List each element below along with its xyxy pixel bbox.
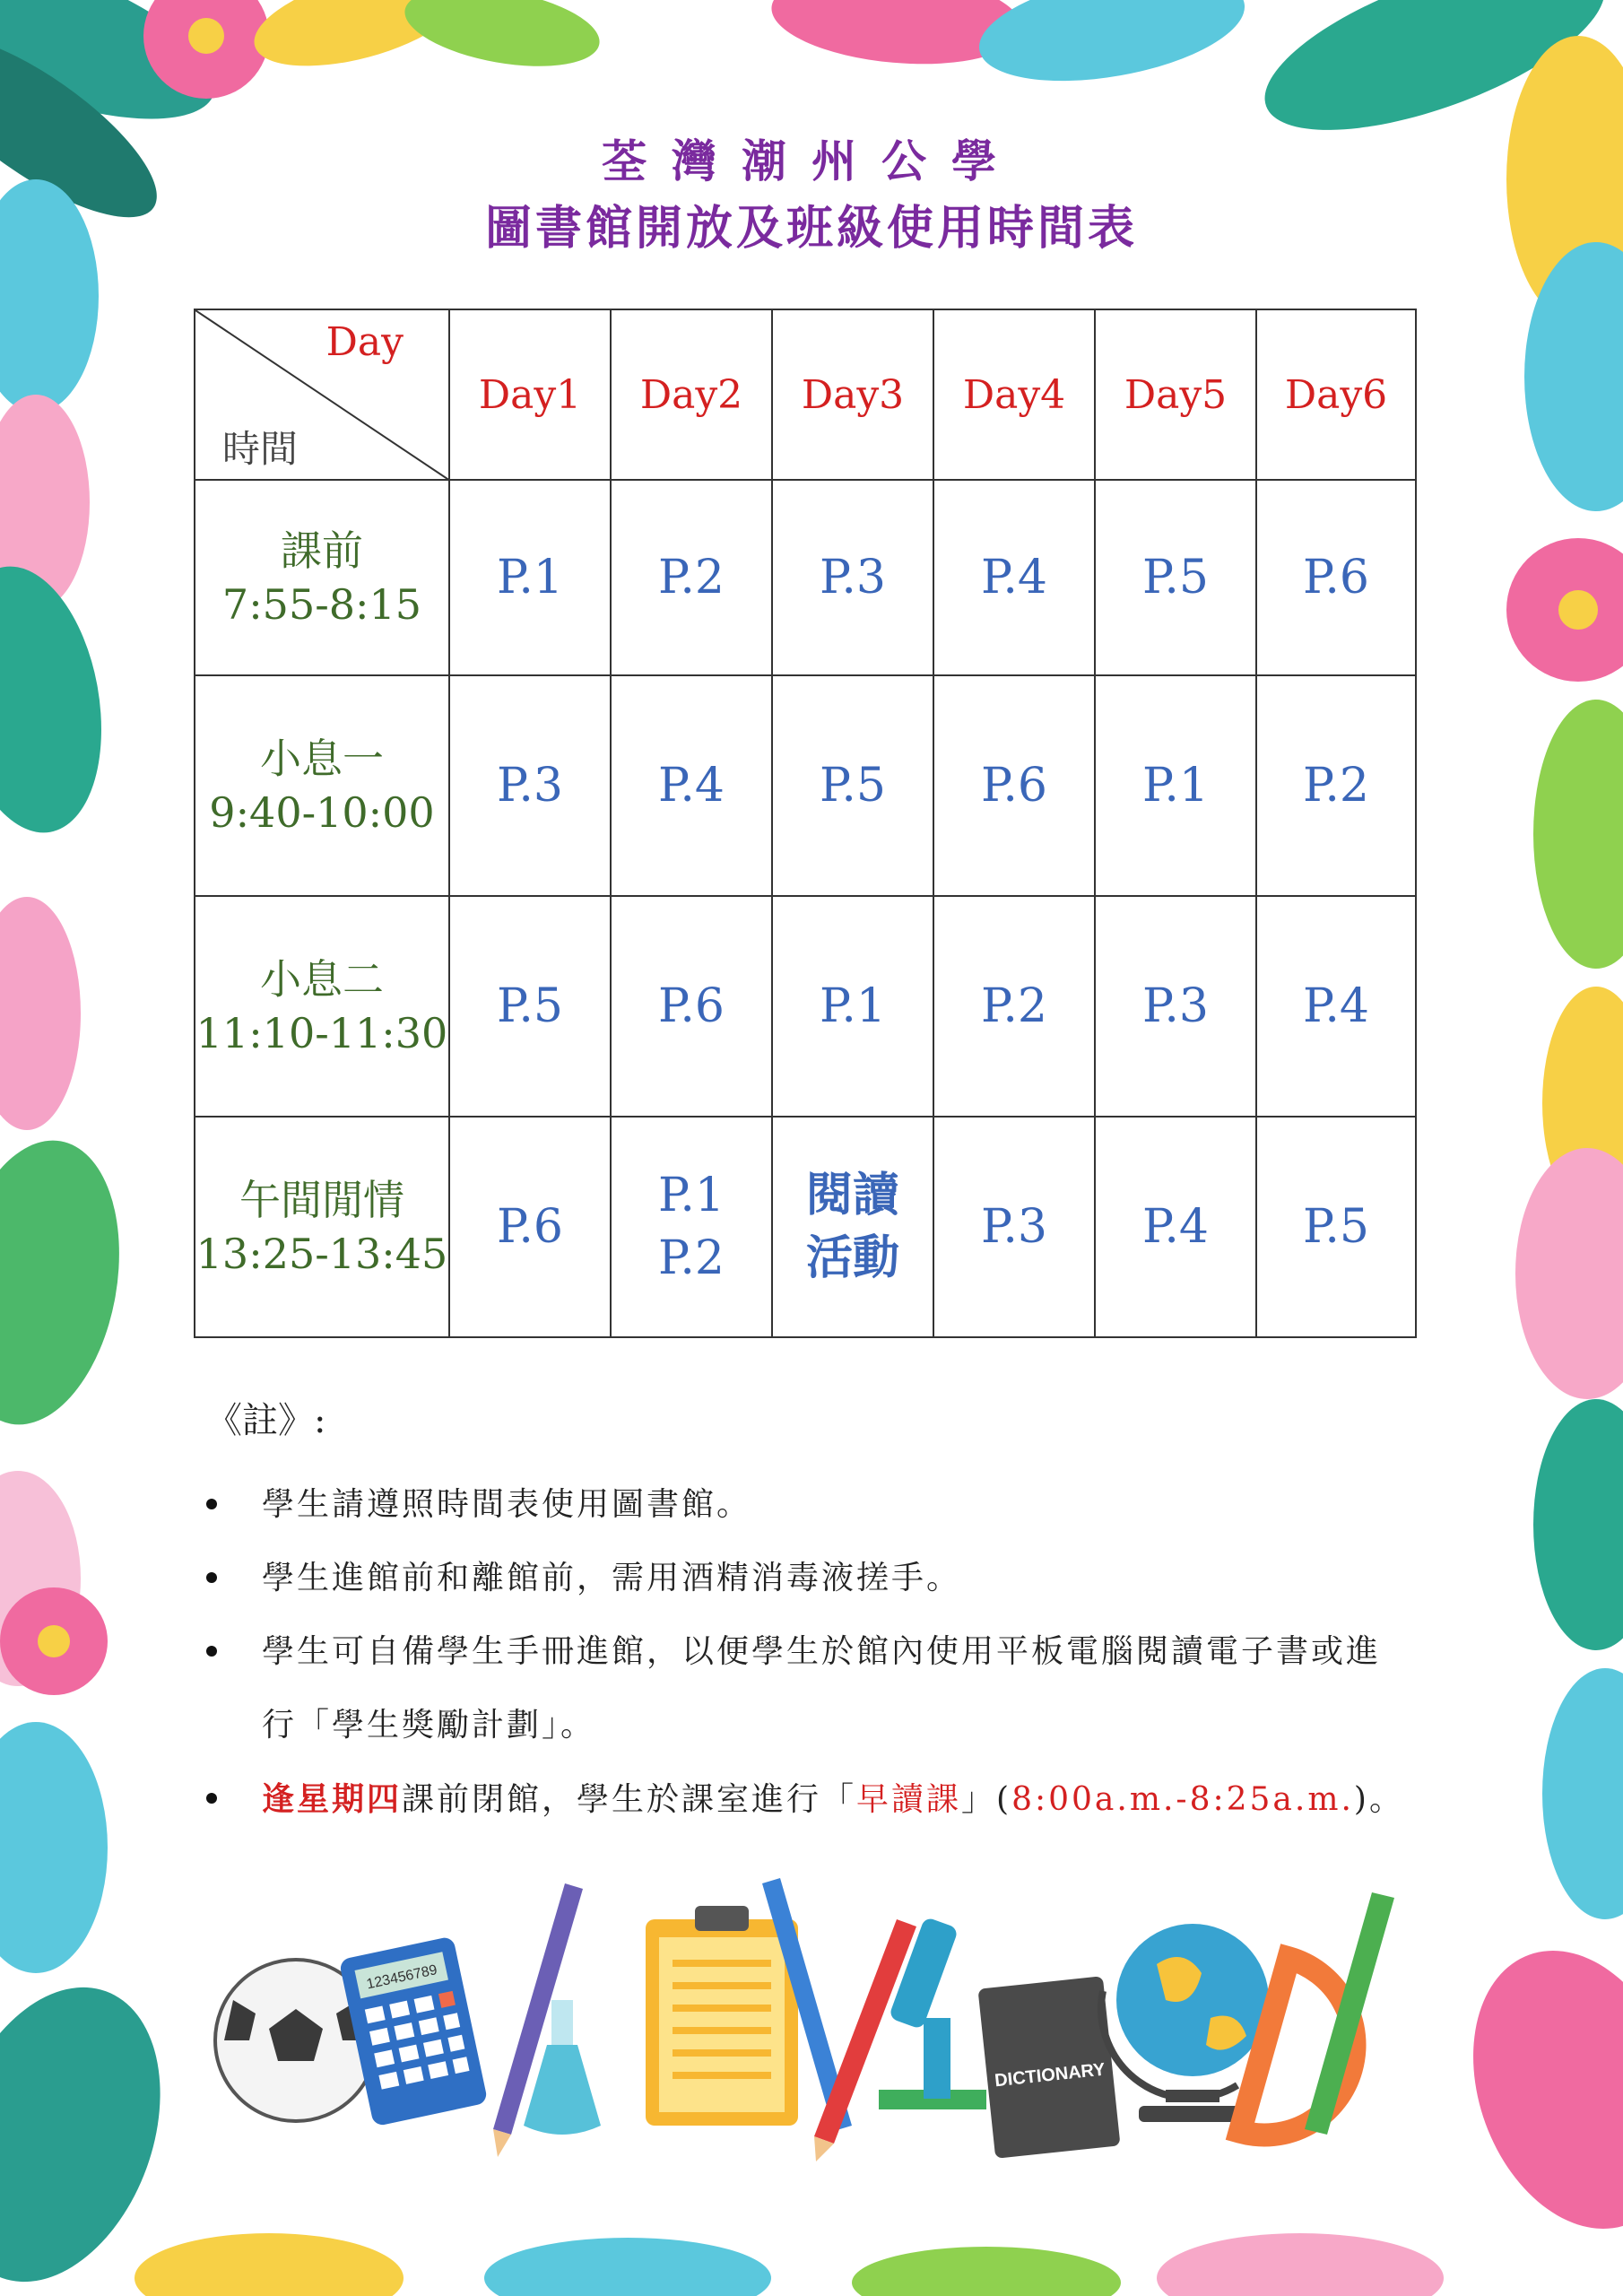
class-cell bbox=[1256, 896, 1416, 1117]
note-text: 學生請遵照時間表使用圖書館。 bbox=[262, 1486, 752, 1523]
header-row bbox=[195, 309, 1416, 480]
calculator-icon bbox=[339, 1935, 489, 2126]
schedule-title: 圖書館開放及班級使用時間表 bbox=[484, 201, 1138, 256]
class-cell bbox=[1095, 1117, 1256, 1337]
note-text: 學生可自備學生手冊進館，以便學生於館內使用平板電腦閱讀電子書或進 bbox=[262, 1633, 1382, 1670]
day-header: Day3 bbox=[772, 309, 933, 480]
class-label: P.1 bbox=[657, 1169, 725, 1222]
class-label: P.1 bbox=[1141, 759, 1210, 813]
table-row bbox=[195, 480, 1416, 675]
class-label: P.2 bbox=[657, 1231, 725, 1285]
note-item bbox=[206, 1542, 1417, 1615]
class-label: P.2 bbox=[980, 979, 1048, 1033]
table-row bbox=[195, 1117, 1416, 1337]
day-header: Day1 bbox=[449, 309, 611, 480]
clipboard-icon bbox=[646, 1906, 798, 2126]
class-cell bbox=[449, 480, 611, 675]
class-cell bbox=[611, 675, 772, 896]
class-label: P.4 bbox=[1302, 979, 1370, 1033]
time-slot-name: 小息一 bbox=[260, 735, 384, 783]
note-item bbox=[206, 1615, 1417, 1762]
time-slot-cell bbox=[195, 896, 449, 1117]
note-text-continued: 行「學生獎勵計劃」。 bbox=[262, 1707, 596, 1744]
day-header: Day2 bbox=[611, 309, 772, 480]
class-cell bbox=[449, 675, 611, 896]
note-text: 」( bbox=[961, 1781, 1012, 1818]
class-cell bbox=[1095, 480, 1256, 675]
day-header: Day4 bbox=[933, 309, 1095, 480]
class-cell bbox=[772, 480, 933, 675]
notes-section bbox=[206, 1392, 1417, 1837]
class-label: P.2 bbox=[1302, 759, 1370, 813]
class-label: P.6 bbox=[657, 979, 725, 1033]
class-cell bbox=[1095, 896, 1256, 1117]
corner-time-label: 時間 bbox=[222, 427, 299, 471]
thursday-highlight: 逢星期四 bbox=[262, 1780, 403, 1818]
svg-text:DICTIONARY: DICTIONARY bbox=[994, 2059, 1107, 2092]
day-header: Day5 bbox=[1095, 309, 1256, 480]
class-label: P.5 bbox=[1302, 1200, 1370, 1254]
school-supplies-illustration bbox=[206, 1866, 1426, 2161]
class-cell bbox=[933, 675, 1095, 896]
time-slot-cell bbox=[195, 1117, 449, 1337]
class-cell bbox=[449, 896, 611, 1117]
table-row bbox=[195, 675, 1416, 896]
time-slot-range: 13:25-13:45 bbox=[195, 1230, 448, 1278]
class-cell bbox=[611, 896, 772, 1117]
activity-label: 閱讀 bbox=[805, 1168, 899, 1222]
class-cell bbox=[611, 1117, 772, 1337]
morning-reading-highlight: 早讀課 bbox=[856, 1781, 962, 1818]
class-label: P.4 bbox=[1141, 1200, 1210, 1254]
class-cell bbox=[1095, 675, 1256, 896]
time-slot-range: 9:40-10:00 bbox=[209, 788, 435, 837]
note-item bbox=[206, 1468, 1417, 1542]
day-header: Day6 bbox=[1256, 309, 1416, 480]
class-cell bbox=[933, 1117, 1095, 1337]
class-cell bbox=[449, 1117, 611, 1337]
class-cell bbox=[933, 480, 1095, 675]
notes-heading: 《註》: bbox=[206, 1400, 326, 1441]
class-label: P.5 bbox=[819, 759, 887, 813]
notes-list bbox=[206, 1468, 1417, 1837]
class-label: P.6 bbox=[1302, 551, 1370, 604]
class-label: P.5 bbox=[496, 979, 564, 1033]
class-label: P.4 bbox=[657, 759, 725, 813]
time-slot-range: 11:10-11:30 bbox=[195, 1009, 448, 1057]
class-cell bbox=[933, 896, 1095, 1117]
table-row bbox=[195, 896, 1416, 1117]
class-label: P.4 bbox=[980, 551, 1048, 604]
activity-label: 活動 bbox=[805, 1231, 899, 1285]
svg-text:123456789: 123456789 bbox=[365, 1962, 439, 1993]
note-text: 課前閉館，學生於課室進行「 bbox=[402, 1781, 857, 1818]
time-slot-cell bbox=[195, 675, 449, 896]
class-cell bbox=[1256, 675, 1416, 896]
reading-time-highlight: 8:00a.m.-8:25a.m. bbox=[1011, 1781, 1354, 1818]
note-text: )。 bbox=[1353, 1781, 1404, 1818]
time-slot-range: 7:55-8:15 bbox=[221, 580, 422, 629]
class-cell bbox=[611, 480, 772, 675]
school-name: 荃灣潮州公學 bbox=[602, 135, 1021, 187]
class-cell bbox=[1256, 1117, 1416, 1337]
class-label: P.1 bbox=[496, 551, 564, 604]
note-item bbox=[206, 1762, 1417, 1837]
note-text: 學生進館前和離館前，需用酒精消毒液搓手。 bbox=[262, 1560, 962, 1596]
time-slot-name: 午間閒情 bbox=[239, 1176, 404, 1224]
corner-day-label: Day bbox=[325, 319, 404, 365]
class-cell bbox=[772, 675, 933, 896]
class-label: P.3 bbox=[980, 1200, 1048, 1254]
library-schedule-table bbox=[194, 309, 1417, 1338]
corner-header bbox=[195, 309, 449, 480]
class-label: P.3 bbox=[496, 759, 564, 813]
class-label: P.3 bbox=[1141, 979, 1210, 1033]
time-slot-cell bbox=[195, 480, 449, 675]
class-label: P.6 bbox=[980, 759, 1048, 813]
time-slot-name: 小息二 bbox=[260, 955, 384, 1004]
class-label: P.1 bbox=[819, 979, 887, 1033]
class-label: P.3 bbox=[819, 551, 887, 604]
reading-activity-cell bbox=[772, 1117, 933, 1337]
class-cell bbox=[1256, 480, 1416, 675]
class-label: P.2 bbox=[657, 551, 725, 604]
class-label: P.5 bbox=[1141, 551, 1210, 604]
time-slot-name: 課前 bbox=[281, 526, 363, 575]
class-cell bbox=[772, 896, 933, 1117]
class-label: P.6 bbox=[496, 1200, 564, 1254]
